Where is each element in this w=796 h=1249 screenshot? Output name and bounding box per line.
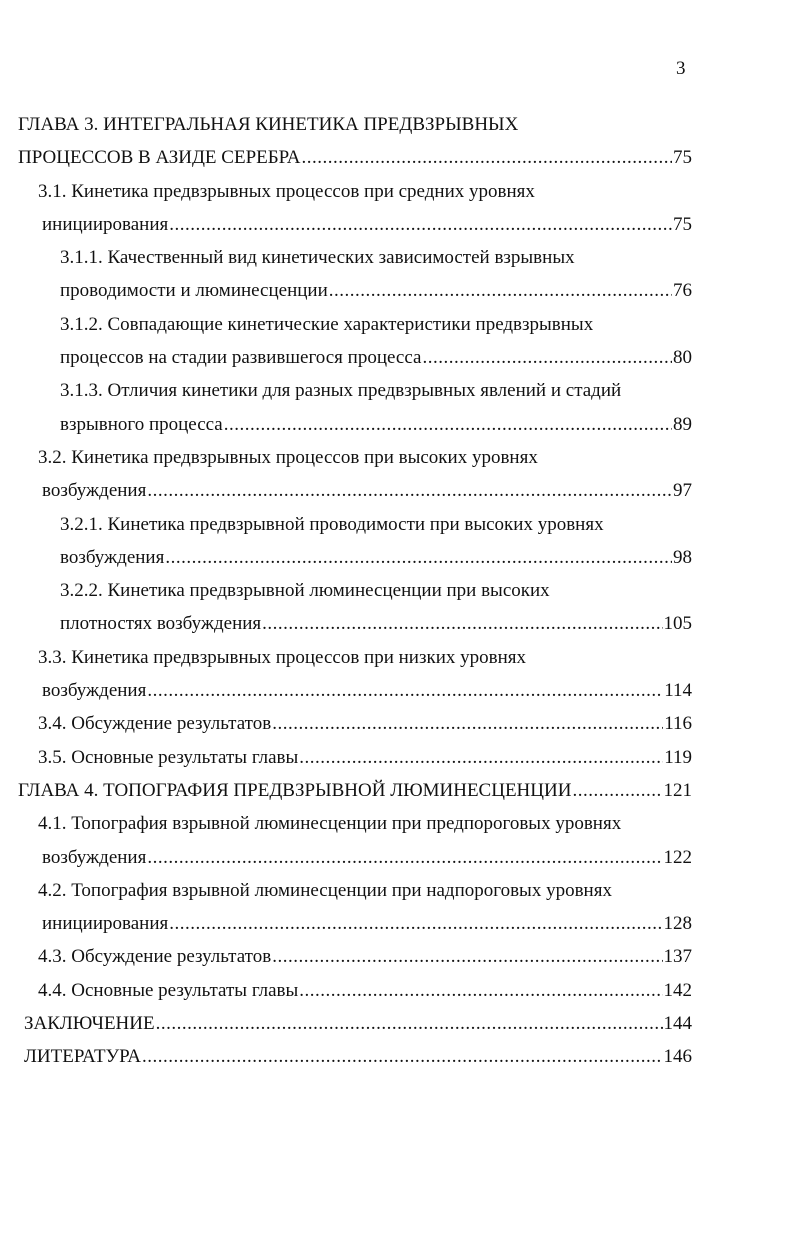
toc-entry [0,707,796,740]
dot-leader [329,274,672,307]
toc-entry [0,874,796,941]
toc-entry [0,807,796,874]
toc-entry-page: 97 [673,480,692,502]
dot-leader [422,341,672,374]
toc-entry [0,1040,796,1073]
toc-entry-title: ПРОЦЕССОВ В АЗИДЕ СЕРЕБРА [18,147,301,169]
toc-entry-page: 121 [663,779,692,801]
toc-entry [0,241,796,308]
toc-entry-title: 3.3. Кинетика предвзрывных процессов при низких уровнях [38,646,526,668]
toc-entry-page: 80 [673,347,692,369]
toc-entry [0,641,796,708]
toc-entry [0,441,796,508]
toc-entry-title: плотностях возбуждения [60,613,262,635]
toc-entry-page: 114 [664,680,692,702]
toc-entry-title: 3.1. Кинетика предвзрывных процессов при средних уровнях [38,180,535,202]
toc-entry-title: возбуждения [42,480,147,502]
toc-entry-title: 3.2.2. Кинетика предвзрывной люминесценции при высоких [60,580,550,602]
toc-entry-title: 3.1.3. Отличия кинетики для разных предвзрывных явлений и стадий [60,380,622,402]
toc-entry-title: 3.5. Основные результаты главы [38,746,299,768]
dot-leader [299,974,662,1007]
dot-leader [224,408,672,441]
toc-entry-title: возбуждения [60,546,165,568]
toc-entry-page: 144 [663,1013,692,1035]
toc-entry-title: ГЛАВА 4. ТОПОГРАФИЯ ПРЕДВЗРЫВНОЙ ЛЮМИНЕСЦЕНЦИИ [18,779,572,801]
toc-entry-title: взрывного процесса [60,413,223,435]
dot-leader [272,707,663,740]
page-number: 3 [676,58,686,79]
dot-leader [169,907,662,940]
toc-entry-page: 98 [673,546,692,568]
dot-leader [156,1007,663,1040]
toc-entry-page: 89 [673,413,692,435]
toc-entry [0,574,796,641]
toc-entry-page: 116 [664,713,692,735]
toc-entry-title: ГЛАВА 3. ИНТЕГРАЛЬНАЯ КИНЕТИКА ПРЕДВЗРЫВНЫХ [18,114,519,135]
toc-entry-page: 122 [663,846,692,868]
toc-entry [0,974,796,1007]
toc-entry [0,774,796,807]
toc-entry [0,508,796,575]
toc-entry-page: 76 [673,280,692,302]
toc-entry-title: возбуждения [42,846,147,868]
dot-leader [147,841,662,874]
toc-entry-title: 3.2.1. Кинетика предвзрывной проводимости при высоких уровнях [60,513,604,535]
toc-entry-title: ЛИТЕРАТУРА [24,1046,141,1068]
toc-entry-title: возбуждения [42,680,147,702]
table-of-contents [0,108,796,1074]
toc-entry-page: 128 [663,913,692,935]
toc-entry-title: 3.1.1. Качественный вид кинетических зависимостей взрывных [60,247,575,269]
dot-leader [169,208,672,241]
toc-entry-page: 146 [663,1046,692,1068]
dot-leader [272,940,662,973]
toc-entry-title: 4.2. Топография взрывной люминесценции при надпороговых уровнях [38,879,612,901]
toc-entry [0,374,796,441]
dot-leader [262,607,662,640]
toc-entry [0,175,796,242]
toc-entry-page: 137 [663,946,692,968]
toc-entry-title: 4.3. Обсуждение результатов [38,946,272,968]
toc-entry-title: инициирования [42,213,169,235]
toc-entry-title: инициирования [42,913,169,935]
toc-entry-page: 105 [663,613,692,635]
toc-entry-title: процессов на стадии развившегося процесса [60,347,422,369]
toc-entry-title: 4.1. Топография взрывной люминесценции при предпороговых уровнях [38,813,622,835]
dot-leader [147,474,672,507]
toc-entry [0,308,796,375]
toc-entry-page: 142 [663,979,692,1001]
toc-entry [0,108,796,175]
toc-entry [0,741,796,774]
toc-entry-title: 3.1.2. Совпадающие кинетические характеристики предвзрывных [60,313,594,335]
dot-leader [147,674,663,707]
toc-entry-title: 3.2. Кинетика предвзрывных процессов при высоких уровнях [38,446,538,468]
toc-entry-title: ЗАКЛЮЧЕНИЕ [24,1013,155,1035]
toc-entry-title: проводимости и люминесценции [60,280,328,302]
dot-leader [142,1040,663,1073]
dot-leader [572,774,662,807]
toc-entry [0,1007,796,1040]
dot-leader [165,541,672,574]
toc-entry-title: 4.4. Основные результаты главы [38,979,299,1001]
toc-entry-page: 75 [673,147,692,169]
dot-leader [299,741,663,774]
toc-entry-title: 3.4. Обсуждение результатов [38,713,272,735]
toc-entry [0,940,796,973]
dot-leader [302,141,672,174]
toc-entry-page: 75 [673,213,692,235]
toc-entry-page: 119 [664,746,692,768]
